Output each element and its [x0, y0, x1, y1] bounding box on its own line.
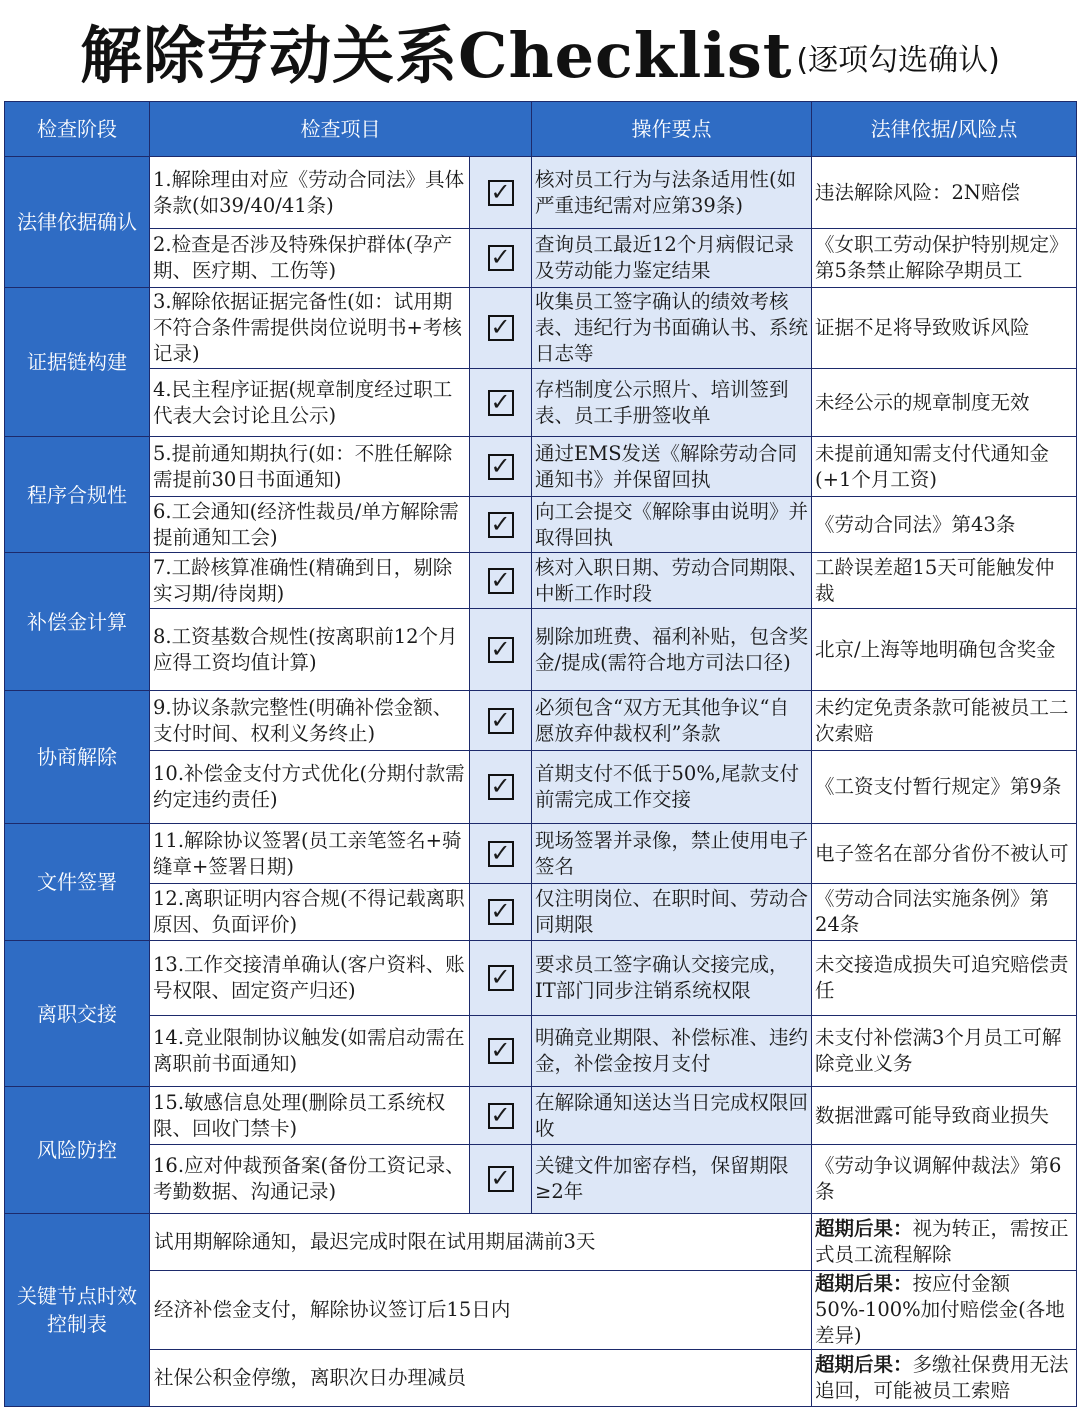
- item-text: 9.协议条款完整性(明确补偿金额、支付时间、权利义务终止): [150, 691, 470, 751]
- item-text: 16.应对仲裁预备案(备份工资记录、考勤数据、沟通记录): [150, 1145, 470, 1214]
- op-text: 必须包含“双方无其他争议“自愿放弃仲裁权利”条款: [532, 691, 812, 751]
- risk-text: 《工资支付暂行规定》第9条: [812, 751, 1077, 824]
- checklist-table: [4, 101, 1077, 1407]
- timeline-stage-label: 关键节点时效控制表: [5, 1214, 150, 1407]
- risk-text: 未交接造成损失可追究赔偿责任: [812, 941, 1077, 1016]
- risk-text: 北京/上海等地明确包含奖金: [812, 609, 1077, 691]
- op-text: 关键文件加密存档，保留期限≥2年: [532, 1145, 812, 1214]
- risk-text: 工龄误差超15天可能触发仲裁: [812, 553, 1077, 609]
- table-row: [5, 497, 1077, 553]
- op-text: 核对入职日期、劳动合同期限、中断工作时段: [532, 553, 812, 609]
- item-text: 15.敏感信息处理(删除员工系统权限、回收门禁卡): [150, 1087, 470, 1145]
- stage-label: 离职交接: [5, 941, 150, 1087]
- op-text: 存档制度公示照片、培训签到表、员工手册签收单: [532, 369, 812, 437]
- timeline-row: [5, 1350, 1077, 1407]
- item-text: 5.提前通知期执行(如：不胜任解除需提前30日书面通知): [150, 437, 470, 497]
- checkbox[interactable]: [470, 437, 532, 497]
- item-text: 14.竞业限制协议触发(如需启动需在离职前书面通知): [150, 1016, 470, 1087]
- timeline-risk-text: 多缴社保费用无法追回，可能被员工索赔: [815, 1353, 1069, 1402]
- checkbox[interactable]: [470, 157, 532, 229]
- checkbox[interactable]: [470, 884, 532, 941]
- item-text: 2.检查是否涉及特殊保护群体(孕产期、医疗期、工伤等): [150, 229, 470, 288]
- op-text: 剔除加班费、福利补贴，包含奖金/提成(需符合地方司法口径): [532, 609, 812, 691]
- checkmark-icon: ✓: [488, 841, 514, 867]
- timeline-risk-label: 超期后果：: [815, 1272, 913, 1295]
- header-op: 操作要点: [532, 102, 812, 157]
- item-text: 11.解除协议签署(员工亲笔签名+骑缝章+签署日期): [150, 824, 470, 884]
- table-row: [5, 941, 1077, 1016]
- table-row: [5, 229, 1077, 288]
- table-row: [5, 1145, 1077, 1214]
- checkbox[interactable]: [470, 369, 532, 437]
- risk-text: 《女职工劳动保护特别规定》第5条禁止解除孕期员工: [812, 229, 1077, 288]
- checkbox[interactable]: [470, 1087, 532, 1145]
- table-row: [5, 1087, 1077, 1145]
- checkbox[interactable]: [470, 288, 532, 369]
- table-row: [5, 691, 1077, 751]
- timeline-task: 试用期解除通知，最迟完成时限在试用期届满前3天: [150, 1214, 812, 1271]
- op-text: 现场签署并录像，禁止使用电子签名: [532, 824, 812, 884]
- op-text: 收集员工签字确认的绩效考核表、违纪行为书面确认书、系统日志等: [532, 288, 812, 369]
- item-text: 6.工会通知(经济性裁员/单方解除需提前通知工会): [150, 497, 470, 553]
- op-text: 明确竞业期限、补偿标准、违约金，补偿金按月支付: [532, 1016, 812, 1087]
- checkmark-icon: ✓: [488, 454, 514, 480]
- table-row: [5, 751, 1077, 824]
- checkbox[interactable]: [470, 824, 532, 884]
- checkbox[interactable]: [470, 553, 532, 609]
- checkmark-icon: ✓: [488, 774, 514, 800]
- checkmark-icon: ✓: [488, 708, 514, 734]
- op-text: 通过EMS发送《解除劳动合同通知书》并保留回执: [532, 437, 812, 497]
- op-text: 查询员工最近12个月病假记录及劳动能力鉴定结果: [532, 229, 812, 288]
- checkmark-icon: ✓: [488, 965, 514, 991]
- op-text: 核对员工行为与法条适用性(如严重违纪需对应第39条): [532, 157, 812, 229]
- risk-text: 未约定免责条款可能被员工二次索赔: [812, 691, 1077, 751]
- item-text: 7.工龄核算准确性(精确到日，剔除实习期/待岗期): [150, 553, 470, 609]
- checkbox[interactable]: [470, 691, 532, 751]
- checkbox[interactable]: [470, 497, 532, 553]
- table-row: [5, 609, 1077, 691]
- op-text: 在解除通知送达当日完成权限回收: [532, 1087, 812, 1145]
- item-text: 12.离职证明内容合规(不得记载离职原因、负面评价): [150, 884, 470, 941]
- op-text: 首期支付不低于50%,尾款支付前需完成工作交接: [532, 751, 812, 824]
- risk-text: 《劳动合同法》第43条: [812, 497, 1077, 553]
- title-main: 解除劳动关系Checklist: [80, 18, 793, 92]
- timeline-row: [5, 1271, 1077, 1350]
- item-text: 4.民主程序证据(规章制度经过职工代表大会讨论且公示): [150, 369, 470, 437]
- timeline-task: 经济补偿金支付，解除协议签订后15日内: [150, 1271, 812, 1350]
- header-risk: 法律依据/风险点: [812, 102, 1077, 157]
- table-row: [5, 288, 1077, 369]
- timeline-risk-label: 超期后果：: [815, 1217, 913, 1240]
- risk-text: 电子签名在部分省份不被认可: [812, 824, 1077, 884]
- item-text: 13.工作交接清单确认(客户资料、账号权限、固定资产归还): [150, 941, 470, 1016]
- checkbox[interactable]: [470, 1145, 532, 1214]
- op-text: 仅注明岗位、在职时间、劳动合同期限: [532, 884, 812, 941]
- stage-label: 风险防控: [5, 1087, 150, 1214]
- checkbox[interactable]: [470, 229, 532, 288]
- table-row: [5, 157, 1077, 229]
- timeline-risk-label: 超期后果：: [815, 1353, 913, 1376]
- timeline-risk: [812, 1214, 1077, 1271]
- stage-label: 补偿金计算: [5, 553, 150, 691]
- item-text: 8.工资基数合规性(按离职前12个月应得工资均值计算): [150, 609, 470, 691]
- checkmark-icon: ✓: [488, 512, 514, 538]
- title-subtitle: (逐项勾选确认): [796, 43, 1000, 78]
- timeline-risk: [812, 1271, 1077, 1350]
- checkbox[interactable]: [470, 751, 532, 824]
- checkmark-icon: ✓: [488, 1038, 514, 1064]
- checkbox[interactable]: [470, 1016, 532, 1087]
- risk-text: 证据不足将导致败诉风险: [812, 288, 1077, 369]
- table-row: [5, 553, 1077, 609]
- timeline-risk-text: 按应付金额50%-100%加付赔偿金(各地差异): [815, 1272, 1065, 1347]
- stage-label: 证据链构建: [5, 288, 150, 437]
- table-row: [5, 1016, 1077, 1087]
- op-text: 要求员工签字确认交接完成，IT部门同步注销系统权限: [532, 941, 812, 1016]
- checkmark-icon: ✓: [488, 899, 514, 925]
- header-stage: 检查阶段: [5, 102, 150, 157]
- table-row: [5, 437, 1077, 497]
- page-title: [0, 0, 1080, 100]
- checkmark-icon: ✓: [488, 1166, 514, 1192]
- checkmark-icon: ✓: [488, 315, 514, 341]
- stage-label: 协商解除: [5, 691, 150, 824]
- stage-label: 法律依据确认: [5, 157, 150, 288]
- item-text: 3.解除依据证据完备性(如：试用期不符合条件需提供岗位说明书+考核记录): [150, 288, 470, 369]
- header-row: [5, 102, 1077, 157]
- checkmark-icon: ✓: [488, 637, 514, 663]
- timeline-risk: [812, 1350, 1077, 1407]
- timeline-task: 社保公积金停缴，离职次日办理减员: [150, 1350, 812, 1407]
- checkbox[interactable]: [470, 609, 532, 691]
- risk-text: 未支付补偿满3个月员工可解除竞业义务: [812, 1016, 1077, 1087]
- checkmark-icon: ✓: [488, 568, 514, 594]
- checkbox[interactable]: [470, 941, 532, 1016]
- risk-text: 违法解除风险：2N赔偿: [812, 157, 1077, 229]
- risk-text: 《劳动争议调解仲裁法》第6条: [812, 1145, 1077, 1214]
- timeline-risk-text: 视为转正，需按正式员工流程解除: [815, 1217, 1069, 1266]
- checklist-body: [5, 157, 1077, 1407]
- risk-text: 未提前通知需支付代通知金(+1个月工资): [812, 437, 1077, 497]
- checkmark-icon: ✓: [488, 245, 514, 271]
- op-text: 向工会提交《解除事由说明》并取得回执: [532, 497, 812, 553]
- stage-label: 文件签署: [5, 824, 150, 941]
- table-row: [5, 824, 1077, 884]
- timeline-row: [5, 1214, 1077, 1271]
- checkmark-icon: ✓: [488, 180, 514, 206]
- checkmark-icon: ✓: [488, 1103, 514, 1129]
- table-row: [5, 884, 1077, 941]
- checkmark-icon: ✓: [488, 390, 514, 416]
- stage-label: 程序合规性: [5, 437, 150, 553]
- risk-text: 《劳动合同法实施条例》第24条: [812, 884, 1077, 941]
- risk-text: 数据泄露可能导致商业损失: [812, 1087, 1077, 1145]
- item-text: 10.补偿金支付方式优化(分期付款需约定违约责任): [150, 751, 470, 824]
- item-text: 1.解除理由对应《劳动合同法》具体条款(如39/40/41条): [150, 157, 470, 229]
- table-row: [5, 369, 1077, 437]
- header-item: 检查项目: [150, 102, 532, 157]
- risk-text: 未经公示的规章制度无效: [812, 369, 1077, 437]
